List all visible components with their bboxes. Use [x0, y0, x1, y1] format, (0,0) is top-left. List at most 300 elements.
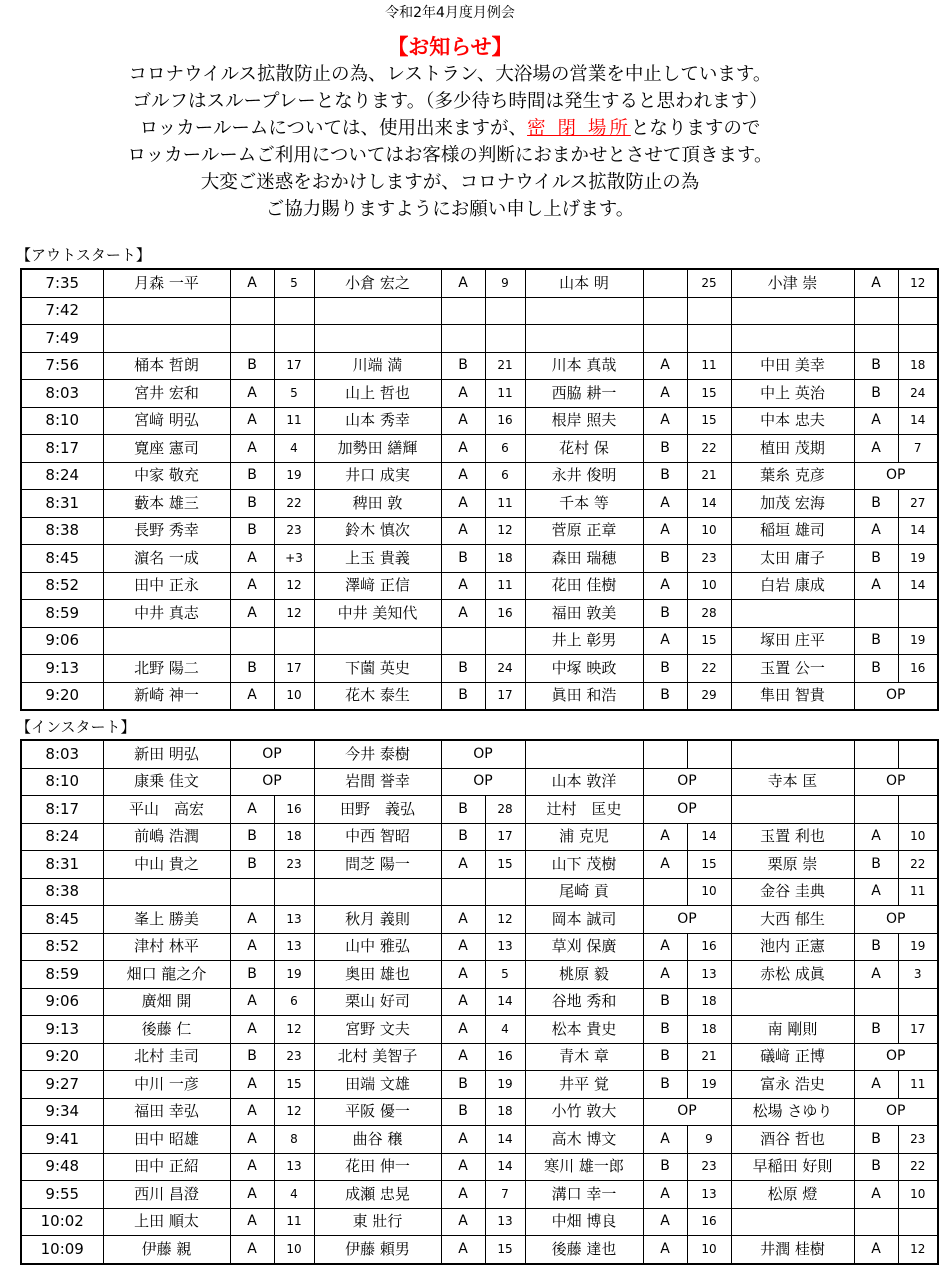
tee-time-row: [21, 627, 938, 655]
player-name: 寺本 匡: [731, 768, 854, 796]
player-handicap: [485, 297, 525, 325]
tee-time: 8:52: [21, 933, 103, 961]
player-handicap: 28: [485, 796, 525, 824]
player-name: 北村 美智子: [314, 1043, 441, 1071]
player-handicap: 12: [898, 269, 938, 297]
player-name: 東 壯行: [314, 1208, 441, 1236]
tee-time: 8:17: [21, 796, 103, 824]
player-class: A: [441, 961, 485, 989]
player-handicap: 10: [687, 572, 731, 600]
player-handicap: 13: [687, 1181, 731, 1209]
player-name: 寛座 憲司: [103, 435, 230, 463]
player-class: A: [441, 600, 485, 628]
player-handicap: 25: [687, 269, 731, 297]
player-handicap: 8: [274, 1126, 314, 1154]
player-handicap: 11: [898, 1071, 938, 1099]
player-name: 小津 崇: [731, 269, 854, 297]
tee-time: 10:02: [21, 1208, 103, 1236]
player-name: [731, 740, 854, 768]
player-class: B: [854, 352, 898, 380]
player-name: 井口 成実: [314, 462, 441, 490]
player-handicap: 23: [687, 1153, 731, 1181]
player-name: 中上 英治: [731, 380, 854, 408]
player-name: 隼田 智貴: [731, 682, 854, 710]
player-class: B: [854, 851, 898, 879]
player-name: 山下 茂樹: [525, 851, 643, 879]
player-class: B: [854, 1016, 898, 1044]
player-handicap: 4: [485, 1016, 525, 1044]
player-op-badge: OP: [854, 1098, 938, 1126]
tee-time-row: [21, 517, 938, 545]
player-handicap: 27: [898, 490, 938, 518]
player-handicap: 5: [485, 961, 525, 989]
player-handicap: 14: [687, 823, 731, 851]
tee-time: 9:34: [21, 1098, 103, 1126]
player-handicap: 14: [898, 407, 938, 435]
player-class: B: [230, 851, 274, 879]
player-handicap: [898, 988, 938, 1016]
player-handicap: 12: [274, 572, 314, 600]
player-class: A: [643, 1126, 687, 1154]
player-name: 新崎 神一: [103, 682, 230, 710]
player-handicap: 9: [485, 269, 525, 297]
player-handicap: [485, 878, 525, 906]
player-handicap: 23: [687, 545, 731, 573]
player-handicap: [485, 325, 525, 353]
tee-time: 9:20: [21, 1043, 103, 1071]
player-class: [230, 878, 274, 906]
player-handicap: 13: [485, 933, 525, 961]
player-class: A: [643, 933, 687, 961]
player-name: [314, 297, 441, 325]
player-name: 田端 文雄: [314, 1071, 441, 1099]
player-class: [441, 325, 485, 353]
player-name: 中山 貴之: [103, 851, 230, 879]
player-name: 浦 克児: [525, 823, 643, 851]
player-name: 宮野 文夫: [314, 1016, 441, 1044]
player-class: B: [230, 823, 274, 851]
notice-line-3-pre: ロッカールームについては、使用出来ますが、: [139, 118, 528, 139]
player-class: B: [441, 655, 485, 683]
tee-time-row: [21, 851, 938, 879]
player-class: A: [441, 851, 485, 879]
player-class: A: [643, 517, 687, 545]
player-class: A: [854, 269, 898, 297]
player-name: 玉置 公一: [731, 655, 854, 683]
player-name: 白岩 康成: [731, 572, 854, 600]
player-name: 永井 俊明: [525, 462, 643, 490]
player-name: [314, 878, 441, 906]
player-name: 井平 覚: [525, 1071, 643, 1099]
tee-time: 8:17: [21, 435, 103, 463]
player-name: 富永 浩史: [731, 1071, 854, 1099]
player-class: B: [854, 655, 898, 683]
player-class: A: [854, 1181, 898, 1209]
tee-time: 8:59: [21, 961, 103, 989]
player-name: 山本 明: [525, 269, 643, 297]
player-name: 川端 満: [314, 352, 441, 380]
player-class: B: [643, 545, 687, 573]
player-class: A: [441, 1208, 485, 1236]
tee-time-row: [21, 1126, 938, 1154]
player-handicap: 13: [687, 961, 731, 989]
notice-highlight-closed-space: 密 閉 場所: [527, 118, 631, 139]
player-name: [525, 325, 643, 353]
tee-time-row: [21, 435, 938, 463]
player-name: 加勢田 繕輝: [314, 435, 441, 463]
player-handicap: 18: [687, 988, 731, 1016]
player-class: B: [854, 490, 898, 518]
player-op-badge: OP: [854, 462, 938, 490]
tee-time-row: [21, 906, 938, 934]
player-name: 前嶋 浩潤: [103, 823, 230, 851]
tee-time: 7:49: [21, 325, 103, 353]
player-name: [103, 325, 230, 353]
player-handicap: [687, 325, 731, 353]
tee-time-row: [21, 768, 938, 796]
player-handicap: 13: [274, 906, 314, 934]
tee-time-row: [21, 269, 938, 297]
player-class: A: [643, 407, 687, 435]
player-name: 森田 瑞穂: [525, 545, 643, 573]
player-class: [643, 269, 687, 297]
player-name: 中塚 映政: [525, 655, 643, 683]
tee-time: 8:24: [21, 462, 103, 490]
player-class: B: [854, 380, 898, 408]
player-handicap: 4: [274, 1181, 314, 1209]
player-handicap: 12: [485, 906, 525, 934]
player-name: 千本 等: [525, 490, 643, 518]
tee-time-row: [21, 297, 938, 325]
player-class: A: [230, 435, 274, 463]
player-class: A: [441, 269, 485, 297]
player-class: A: [230, 682, 274, 710]
notice-block: [0, 34, 900, 223]
player-name: 田中 昭雄: [103, 1126, 230, 1154]
player-class: B: [643, 600, 687, 628]
player-handicap: 10: [687, 517, 731, 545]
player-handicap: 14: [485, 1126, 525, 1154]
player-class: B: [854, 933, 898, 961]
player-class: B: [643, 682, 687, 710]
player-class: A: [854, 878, 898, 906]
tee-time-row: [21, 1071, 938, 1099]
tee-time: 10:09: [21, 1236, 103, 1264]
tee-time-row: [21, 352, 938, 380]
player-name: 寒川 雄一郎: [525, 1153, 643, 1181]
player-class: A: [643, 1181, 687, 1209]
player-name: 長野 秀幸: [103, 517, 230, 545]
tee-time: 9:48: [21, 1153, 103, 1181]
player-op-badge: OP: [643, 906, 731, 934]
player-handicap: [274, 627, 314, 655]
tee-time: 9:06: [21, 627, 103, 655]
player-handicap: [898, 325, 938, 353]
player-class: [643, 878, 687, 906]
player-handicap: [687, 740, 731, 768]
notice-line-3-post: となりますので: [630, 118, 761, 139]
out-start-heading: 【アウトスタート】: [16, 246, 151, 264]
player-class: B: [441, 796, 485, 824]
player-handicap: 16: [485, 600, 525, 628]
player-name: 根岸 照夫: [525, 407, 643, 435]
player-class: B: [643, 988, 687, 1016]
player-name: 大西 郁生: [731, 906, 854, 934]
player-name: 加茂 宏海: [731, 490, 854, 518]
player-handicap: 18: [485, 1098, 525, 1126]
player-name: 南 剛則: [731, 1016, 854, 1044]
player-handicap: 15: [687, 380, 731, 408]
player-class: A: [230, 1208, 274, 1236]
player-handicap: 10: [898, 1181, 938, 1209]
player-name: 青木 章: [525, 1043, 643, 1071]
tee-time-row: [21, 600, 938, 628]
player-handicap: [898, 600, 938, 628]
tee-time: 8:45: [21, 906, 103, 934]
player-handicap: 13: [274, 933, 314, 961]
tee-time-row: [21, 1098, 938, 1126]
player-class: B: [441, 1098, 485, 1126]
player-name: 今井 泰樹: [314, 740, 441, 768]
player-handicap: 21: [687, 462, 731, 490]
player-handicap: 22: [687, 655, 731, 683]
player-handicap: 19: [898, 933, 938, 961]
player-class: A: [230, 1098, 274, 1126]
player-handicap: 23: [274, 1043, 314, 1071]
player-class: A: [441, 572, 485, 600]
player-handicap: 6: [274, 988, 314, 1016]
player-class: A: [230, 1126, 274, 1154]
player-class: A: [643, 823, 687, 851]
player-name: 問芝 陽一: [314, 851, 441, 879]
player-name: 津村 林平: [103, 933, 230, 961]
player-name: 福田 幸弘: [103, 1098, 230, 1126]
player-handicap: 14: [485, 988, 525, 1016]
tee-time: 9:55: [21, 1181, 103, 1209]
player-name: 平阪 優一: [314, 1098, 441, 1126]
player-class: A: [441, 407, 485, 435]
player-name: 田野 義弘: [314, 796, 441, 824]
tee-time-row: [21, 462, 938, 490]
tee-time-row: [21, 988, 938, 1016]
player-name: [731, 297, 854, 325]
player-handicap: 17: [274, 352, 314, 380]
tee-time: 9:06: [21, 988, 103, 1016]
player-class: A: [441, 490, 485, 518]
player-name: 岩間 誉幸: [314, 768, 441, 796]
player-name: 中西 智昭: [314, 823, 441, 851]
player-handicap: 19: [274, 462, 314, 490]
player-name: 稗田 敦: [314, 490, 441, 518]
player-class: A: [441, 462, 485, 490]
player-handicap: 14: [898, 572, 938, 600]
player-name: 溝口 幸一: [525, 1181, 643, 1209]
tee-time: 8:03: [21, 380, 103, 408]
notice-line-3: [0, 115, 900, 142]
player-name: 後藤 達也: [525, 1236, 643, 1264]
player-class: A: [441, 1153, 485, 1181]
player-handicap: [274, 325, 314, 353]
document-title: 令和2年4月度月例会: [385, 5, 515, 21]
player-class: B: [643, 655, 687, 683]
player-name: 栗原 崇: [731, 851, 854, 879]
player-name: 栗山 好司: [314, 988, 441, 1016]
notice-line-5: 大変ご迷惑をおかけしますが、コロナウイルス拡散防止の為: [200, 172, 700, 193]
player-class: B: [854, 627, 898, 655]
player-handicap: 17: [274, 655, 314, 683]
player-handicap: 16: [274, 796, 314, 824]
player-name: 藪本 雄三: [103, 490, 230, 518]
player-class: A: [854, 961, 898, 989]
player-class: A: [854, 1236, 898, 1264]
player-class: [643, 325, 687, 353]
player-name: 桶本 哲朗: [103, 352, 230, 380]
player-name: 川本 真哉: [525, 352, 643, 380]
player-class: A: [643, 490, 687, 518]
player-class: A: [230, 988, 274, 1016]
player-name: [103, 627, 230, 655]
player-handicap: 29: [687, 682, 731, 710]
player-name: 伊藤 親: [103, 1236, 230, 1264]
player-name: 小倉 宏之: [314, 269, 441, 297]
tee-time: 9:41: [21, 1126, 103, 1154]
player-handicap: 10: [274, 682, 314, 710]
player-class: [441, 878, 485, 906]
player-class: B: [230, 655, 274, 683]
player-name: 高木 博文: [525, 1126, 643, 1154]
tee-time: 8:52: [21, 572, 103, 600]
tee-time-row: [21, 545, 938, 573]
player-name: 下薗 英史: [314, 655, 441, 683]
player-name: 上田 順太: [103, 1208, 230, 1236]
player-name: 眞田 和浩: [525, 682, 643, 710]
player-handicap: 7: [898, 435, 938, 463]
player-name: 花田 佳樹: [525, 572, 643, 600]
player-handicap: [274, 878, 314, 906]
player-handicap: 6: [485, 435, 525, 463]
player-handicap: 16: [687, 1208, 731, 1236]
player-handicap: 23: [274, 517, 314, 545]
player-handicap: [687, 297, 731, 325]
player-class: [854, 297, 898, 325]
player-class: B: [230, 490, 274, 518]
tee-time: 9:27: [21, 1071, 103, 1099]
player-class: A: [643, 627, 687, 655]
player-class: A: [854, 572, 898, 600]
player-class: [854, 600, 898, 628]
tee-time-row: [21, 380, 938, 408]
player-class: A: [230, 1153, 274, 1181]
player-name: 中畑 博良: [525, 1208, 643, 1236]
player-name: 秋月 義則: [314, 906, 441, 934]
player-name: 稲垣 雄司: [731, 517, 854, 545]
player-handicap: 23: [898, 1126, 938, 1154]
player-class: A: [441, 933, 485, 961]
player-class: [643, 740, 687, 768]
player-op-badge: OP: [854, 906, 938, 934]
player-handicap: 11: [898, 878, 938, 906]
player-name: [731, 325, 854, 353]
player-class: B: [230, 961, 274, 989]
player-class: A: [441, 380, 485, 408]
player-class: A: [643, 851, 687, 879]
tee-time-row: [21, 407, 938, 435]
player-name: 中田 美幸: [731, 352, 854, 380]
player-name: 奥田 雄也: [314, 961, 441, 989]
player-handicap: 10: [898, 823, 938, 851]
tee-time: 8:38: [21, 878, 103, 906]
player-name: 上玉 貴義: [314, 545, 441, 573]
tee-time: 7:56: [21, 352, 103, 380]
player-class: A: [230, 380, 274, 408]
player-name: [731, 1208, 854, 1236]
player-handicap: 14: [898, 517, 938, 545]
player-class: A: [230, 933, 274, 961]
tee-time-row: [21, 1181, 938, 1209]
player-class: A: [854, 407, 898, 435]
player-class: A: [441, 1016, 485, 1044]
tee-time-row: [21, 1208, 938, 1236]
tee-time: 8:31: [21, 851, 103, 879]
player-class: B: [230, 517, 274, 545]
player-handicap: 5: [274, 380, 314, 408]
player-handicap: 11: [687, 352, 731, 380]
tee-time-row: [21, 682, 938, 710]
player-name: 礒﨑 正博: [731, 1043, 854, 1071]
player-name: 桃原 毅: [525, 961, 643, 989]
player-op-badge: OP: [854, 768, 938, 796]
player-class: [854, 1208, 898, 1236]
player-name: 北野 陽二: [103, 655, 230, 683]
player-name: 赤松 成眞: [731, 961, 854, 989]
tee-time-row: [21, 796, 938, 824]
player-name: 菅原 正章: [525, 517, 643, 545]
player-name: 松本 貴史: [525, 1016, 643, 1044]
player-name: 玉置 利也: [731, 823, 854, 851]
player-handicap: 15: [485, 1236, 525, 1264]
player-class: B: [441, 545, 485, 573]
player-name: 谷地 秀和: [525, 988, 643, 1016]
tee-time-row: [21, 1236, 938, 1264]
player-name: 濵名 一成: [103, 545, 230, 573]
player-name: 山本 敦洋: [525, 768, 643, 796]
player-name: 福田 敦美: [525, 600, 643, 628]
player-class: A: [643, 961, 687, 989]
player-name: 新田 明弘: [103, 740, 230, 768]
player-handicap: 10: [687, 1236, 731, 1264]
tee-time: 8:38: [21, 517, 103, 545]
player-class: [230, 325, 274, 353]
player-name: 岡本 誠司: [525, 906, 643, 934]
player-name: 澤﨑 正信: [314, 572, 441, 600]
player-handicap: 13: [485, 1208, 525, 1236]
player-name: 早稲田 好則: [731, 1153, 854, 1181]
player-name: 中本 忠夫: [731, 407, 854, 435]
player-class: A: [643, 1208, 687, 1236]
player-handicap: 18: [898, 352, 938, 380]
player-class: A: [230, 1181, 274, 1209]
player-op-badge: OP: [643, 796, 731, 824]
tee-time: 8:10: [21, 407, 103, 435]
tee-time: 7:35: [21, 269, 103, 297]
player-name: [103, 297, 230, 325]
player-class: B: [230, 352, 274, 380]
player-class: B: [854, 545, 898, 573]
player-class: A: [230, 906, 274, 934]
player-name: [731, 796, 854, 824]
player-name: [314, 325, 441, 353]
player-handicap: [274, 297, 314, 325]
